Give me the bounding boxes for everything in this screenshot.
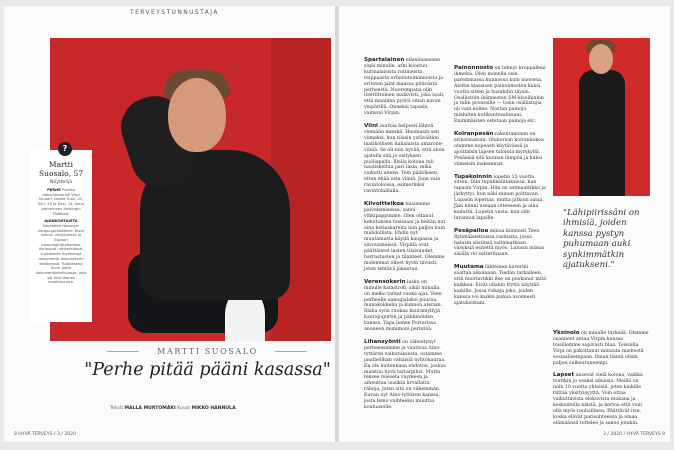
kicker: MARTTI SUOSALO	[157, 347, 258, 356]
paragraph	[364, 280, 446, 333]
paragraph-text: elämänasenne sopii minulle. arki koostuu kurinalaisista rutiineista, reippaasta urheilutoiminnoista ja eritoten jalat maassa pitävästä perheestä. Nuorempana olin itseriittoinen mulkvisti, joka luuli, että maailma pyörii oman navan ympärillä. Onneksi tapasin vaimoni Virpin.	[364, 58, 445, 117]
credits-photo-author: MIKKO HANNULA	[191, 406, 236, 411]
article-column-3	[553, 331, 650, 434]
credits-text-label: Teksti	[110, 406, 123, 411]
credits-text-author: MALLA MURTOMÄKI	[124, 406, 176, 411]
paragraph-lead: Muutama	[454, 264, 484, 271]
paragraph-text: on tehnyt kroppalleni ihmeitä. Olen monella osin paremmassa kunnossa kuin nuorena. Aloitin klassisen painonnoston kaksi vuotta sitten ja huzahdin täysin. Osallistuin ikämiesten SM-kisoihinkin ja tulin pronssille — tosin osallistujia oli vain kolme. Nostan painoja mieluiten kotikuntosalissani. Enimmäisten ostetaan painoja etc.	[454, 66, 546, 125]
paragraph	[553, 373, 650, 426]
paragraph-lead: Kilvoittelkoa	[364, 200, 404, 207]
paragraph	[364, 340, 446, 411]
paragraph	[454, 265, 546, 306]
paragraph-lead: Spartalainen	[364, 57, 405, 63]
info-ajankohtaista-text: Näyttelee Helsingin kaupunginteatterin Rivid totuus -esityksessä ja Espoon kaupunginteatterissa Vorlaupid -näytelmässä. Luotaimies myöhempi dokumentti Aleksanterin teatterissa. Tuotoksena Alvar Aalto dokumenttielokuvasta, joka sai ensi-iltansa maaliskuussa.	[35, 223, 87, 285]
paragraph	[454, 66, 546, 125]
secondary-photo	[553, 38, 650, 196]
paragraph-lead: Verensokerin	[364, 278, 406, 285]
paragraph-text: on vähentynyt perheessämme ja vaativaa Aino-tyttären vaikutuksesta, ostamme jaudbelihan vähäisiä nyhtökauraa. En ole kuitenkaan ehdoton, joskus maistuu hyvä tartarpihvi. Muttu teksee mieseta vaymeen ja aiheuttaa uusikin krvallatta rähoja, joten sitä on vähemmän. Kuvan nyt Aino-tyttären kanssa, josta lemo vaihteeksi muuttui kouluasolle.	[364, 339, 446, 410]
paragraph	[364, 202, 446, 273]
folio-right: 3 / 2020 / HYVÄ TERVEYS 9	[603, 432, 666, 437]
section-label: TERVEYSTUNNUSTAJA	[130, 9, 219, 16]
paragraph-lead: Lapset	[553, 372, 575, 379]
paragraph-lead: Yksinolo	[553, 330, 580, 336]
info-ajankohtaista-label: AJANKOHTAISTA	[44, 219, 78, 224]
paragraph-text: toisiemme palvelemisessa, sanoi vihkipappimme. Olen ottanut kehotuksen tosissani ja heitän nut aina kotiaskareita niin paljon kuin mahdollista. Ehdin nyt muutamasta käydä kaupassa ja siivousmeissä. Virpillä ovat päättäneet lasten tilaisuudet, harrastusten ja tilanteet. Olemme molemmat olleet hyvin tiiviisti, joten tehtävä jakautuu.	[364, 201, 446, 272]
info-role: Näyttelijä	[49, 180, 73, 185]
info-perhe	[35, 188, 87, 216]
article-column-1	[364, 58, 446, 418]
paragraph-text: rakentaminen on erikoistaitoni. Olukorsan koirankokoa otamme nopeasti käytävässä ja ajoittaisin lapsen taloissa myrskyllä. Pesäesiä sitä kunnan lämpöä ja kaksi viimeisin laskemmat.	[454, 132, 544, 167]
paragraph-lead: Painonnosto	[454, 65, 494, 71]
info-ajankohtaista	[35, 219, 87, 285]
question-badge-icon: ?	[58, 142, 72, 156]
paragraph-text: lopetin 15 vuotta sitten. Olin tupakkaliitoksissa, kun tapasin Virpin. Hän on astmaattikko ja järkyttyi, kun näki minun polttavan. Lupasin lopettaa, mutta jatkoin salaa. Jäin kiinni useaan otteeseen ja aina kaduttii. Lopetin vasta, kun olin luvannut lapsille.	[454, 174, 546, 221]
paragraph	[364, 58, 446, 117]
paragraph	[454, 175, 546, 222]
paragraph-text: lähteinen kaverini saattaa aikoinaan. Tiedän tarkalleen, että nuortariikki itse on puskanut mitä kaikkea. Eivät ollakin fryttä näyttää kaikille. Jossa riskeja joko, joiden kanssa voi kaikin puhua avoimesti ajatuksistani.	[454, 265, 546, 306]
paragraph	[454, 132, 546, 167]
credits-photo-label: Kuvat	[177, 406, 191, 411]
paragraph-text: on minulle tärkeää. Olemme osanneet antaa Virpin kanssa toisillemme sopivasti tilaa. Toissalla Virpi on pakottanut minuuta miehestä sosiaalisempaan. Ilman häntä olisin paljon sulkeutuneempi.	[553, 331, 649, 366]
info-box	[30, 150, 92, 322]
paragraph-lead: Viini	[364, 123, 378, 130]
person-body	[579, 70, 625, 196]
person-head	[168, 78, 226, 152]
headline: "Perhe pitää pääni kasassa"	[84, 360, 331, 380]
pull-quote: "Lähipiirissäni on ihmisiä, joiden kanssa pystyn puhumaan auki synkimmätkin ajatukseni."	[563, 208, 640, 271]
hero-photo	[50, 38, 331, 341]
info-perhe-text: Puoliso dokumentaristi Virpi Suutari, lapset Tuuli, 21, Siiri, 20 ja Kirsi, 14, Asuu perheineen Helsingin Töölössä.	[38, 188, 84, 216]
paragraph-text: saattaa helposti lähteä viemään mieskä. Huomasin sen viimeksi, kun tilasin ystävältäni laatikollisen italialaista amarone-viiniä. Se oli niin hyvää, että aloin ajatella sitä jo esityksen puoliapalla. Illalla kotona tuli nautiskeltua pari lasia, mikä vaikutti uneen. Tem päätöksen, etten enää osta viiniä. Juon vain ravintoloissa, esimerkiksi ravintolaillalla.	[364, 124, 445, 195]
info-name: Martti Suosalo, 57	[38, 160, 84, 178]
paragraph-lead: Lihansyönti	[364, 338, 401, 345]
paragraph	[364, 124, 446, 195]
paragraph	[553, 331, 650, 366]
paragraph-text: lasku on minulle katastrofi, sikäi minulla on melko tarkat ruoka-ajat. Teen perheelle aamupalaksi puuroa, munakokkelia ja kunnon aterian. Illalla syön ruokaa kauramyllyjä kaurajogurtin ja pähkinöiden kanssa. Tapa lienee Portarissa anoneen mummoni perintöä.	[364, 279, 443, 333]
info-perhe-label: PERHE	[47, 188, 61, 192]
paragraph-lead: Pesäpalloa	[454, 227, 489, 234]
paragraph-text: minua kiinnosti Teen Ryhmälaiettoissa rasitusta, jossa halusin siistinsä valtamatkaan väsyksiä esitettä myös. Lulusin minua sisällä rei sutteritnaan.	[454, 228, 545, 258]
article-column-2	[454, 66, 546, 314]
paragraph-lead: Koiranpesän	[454, 131, 494, 138]
person-head	[589, 44, 613, 74]
paragraph	[454, 229, 546, 259]
folio-left: 8 HYVÄ TERVEYS / 3 / 2020	[14, 432, 77, 437]
paragraph-lead: Tupakoinnin	[454, 173, 493, 180]
paragraph-text: ansevat vielä kotona, vaikka tvattkin jo osaksi aikuisia. Meillä on noin 10 vuotta yhteisiä, joten kaikille riittää yksityisyyttä. Voin ottaa vaikuttavista elokuvista mukana ja keskustella näistä, ja kertoa että voin olla myös rauhallinen. Päättävät itse, koska elävät parisuhteessa ja omaa elämäänsä tottelee ja sanoo jotakin.	[553, 373, 643, 426]
credits	[110, 406, 236, 411]
